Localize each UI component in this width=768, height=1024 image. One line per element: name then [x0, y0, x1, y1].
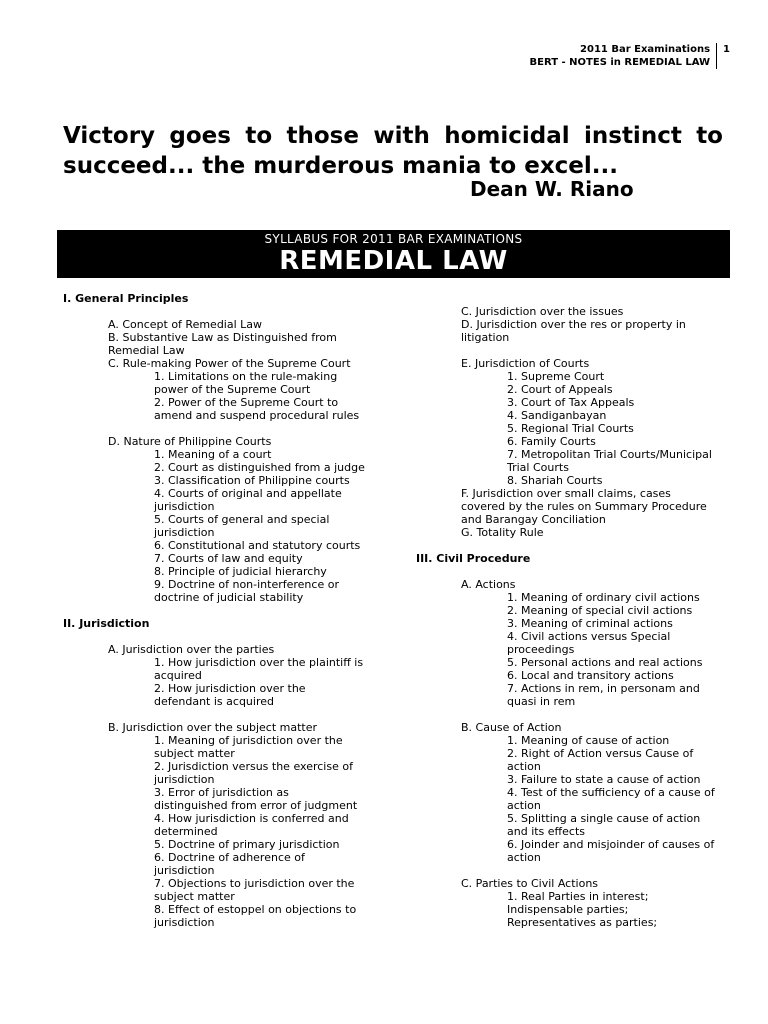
- outline-subitem: 3. Failure to state a cause of action: [507, 773, 701, 786]
- section-heading: I. General Principles: [63, 292, 189, 305]
- outline-subitem: proceedings: [507, 643, 575, 656]
- outline-subitem: action: [507, 799, 541, 812]
- outline-subitem: jurisdiction: [154, 500, 215, 513]
- outline-subitem: 1. How jurisdiction over the plaintiff is: [154, 656, 364, 669]
- outline-item: Remedial Law: [108, 344, 185, 357]
- outline-subitem: quasi in rem: [507, 695, 576, 708]
- outline-subitem: 5. Regional Trial Courts: [507, 422, 634, 435]
- outline-subitem: 7. Courts of law and equity: [154, 552, 303, 565]
- outline-subitem: 1. Limitations on the rule-making: [154, 370, 338, 383]
- outline-subitem: 8. Effect of estoppel on objections to: [154, 903, 357, 916]
- header-text: [530, 43, 718, 69]
- outline-subitem: doctrine of judicial stability: [154, 591, 304, 604]
- outline-item: covered by the rules on Summary Procedure: [461, 500, 707, 513]
- outline-subitem: 9. Doctrine of non-interference or: [154, 578, 339, 591]
- outline-subitem: 4. How jurisdiction is conferred and: [154, 812, 349, 825]
- running-header: [530, 43, 730, 69]
- outline-subitem: 7. Objections to jurisdiction over the: [154, 877, 355, 890]
- outline-subitem: and its effects: [507, 825, 585, 838]
- outline-item: A. Concept of Remedial Law: [108, 318, 263, 331]
- outline-subitem: 6. Joinder and misjoinder of causes of: [507, 838, 715, 851]
- syllabus-banner: [57, 230, 730, 278]
- outline-subitem: subject matter: [154, 890, 235, 903]
- outline-subitem: 1. Real Parties in interest;: [507, 890, 649, 903]
- outline-subitem: 5. Courts of general and special: [154, 513, 330, 526]
- outline-subitem: Trial Courts: [507, 461, 569, 474]
- outline-subitem: 6. Local and transitory actions: [507, 669, 674, 682]
- section-heading: II. Jurisdiction: [63, 617, 150, 630]
- outline-subitem: 2. Court of Appeals: [507, 383, 613, 396]
- quote-author: Dean W. Riano: [470, 177, 634, 201]
- section-heading: III. Civil Procedure: [416, 552, 531, 565]
- outline-subitem: 2. Court as distinguished from a judge: [154, 461, 365, 474]
- left-column: [63, 292, 383, 929]
- outline-subitem: jurisdiction: [154, 773, 215, 786]
- outline-item: A. Actions: [461, 578, 516, 591]
- outline-item: C. Parties to Civil Actions: [461, 877, 599, 890]
- outline-subitem: action: [507, 760, 541, 773]
- outline-subitem: Indispensable parties;: [507, 903, 629, 916]
- outline-subitem: 1. Meaning of a court: [154, 448, 272, 461]
- outline-subitem: 2. Meaning of special civil actions: [507, 604, 693, 617]
- outline-subitem: jurisdiction: [154, 864, 215, 877]
- outline-subitem: 6. Doctrine of adherence of: [154, 851, 305, 864]
- outline-item: B. Jurisdiction over the subject matter: [108, 721, 318, 734]
- outline-item: F. Jurisdiction over small claims, cases: [461, 487, 671, 500]
- banner-title: REMEDIAL LAW: [279, 246, 508, 276]
- outline-item: G. Totality Rule: [461, 526, 544, 539]
- outline-subitem: action: [507, 851, 541, 864]
- outline-item: litigation: [461, 331, 510, 344]
- outline-item: and Barangay Conciliation: [461, 513, 606, 526]
- outline-subitem: distinguished from error of judgment: [154, 799, 358, 812]
- outline-subitem: defendant is acquired: [154, 695, 274, 708]
- page-number: 1: [723, 44, 730, 55]
- right-column: [416, 305, 726, 929]
- quote-text: Victory goes to those with homicidal instinct to succeed... the murderous mania to excel...: [63, 123, 723, 179]
- outline-subitem: jurisdiction: [154, 916, 215, 929]
- outline-item: C. Rule-making Power of the Supreme Court: [108, 357, 351, 370]
- outline-subitem: 1. Meaning of jurisdiction over the: [154, 734, 343, 747]
- outline-item: B. Cause of Action: [461, 721, 562, 734]
- outline-subitem: 3. Meaning of criminal actions: [507, 617, 673, 630]
- outline-subitem: 8. Principle of judicial hierarchy: [154, 565, 327, 578]
- outline-subitem: 6. Family Courts: [507, 435, 596, 448]
- outline-subitem: 4. Test of the sufficiency of a cause of: [507, 786, 715, 799]
- outline-subitem: 1. Meaning of cause of action: [507, 734, 670, 747]
- outline-item: E. Jurisdiction of Courts: [461, 357, 590, 370]
- outline-subitem: 2. Jurisdiction versus the exercise of: [154, 760, 353, 773]
- outline-item: B. Substantive Law as Distinguished from: [108, 331, 337, 344]
- outline-subitem: 5. Personal actions and real actions: [507, 656, 703, 669]
- outline-subitem: 3. Court of Tax Appeals: [507, 396, 635, 409]
- outline-subitem: 4. Sandiganbayan: [507, 409, 607, 422]
- outline-subitem: power of the Supreme Court: [154, 383, 311, 396]
- outline-subitem: 7. Actions in rem, in personam and: [507, 682, 700, 695]
- banner-subtitle: SYLLABUS FOR 2011 BAR EXAMINATIONS: [264, 232, 523, 246]
- outline-item: C. Jurisdiction over the issues: [461, 305, 624, 318]
- outline-subitem: jurisdiction: [154, 526, 215, 539]
- outline-subitem: amend and suspend procedural rules: [154, 409, 360, 422]
- outline-subitem: 4. Civil actions versus Special: [507, 630, 671, 643]
- outline-subitem: acquired: [154, 669, 202, 682]
- outline-subitem: 5. Doctrine of primary jurisdiction: [154, 838, 340, 851]
- outline-subitem: 2. Right of Action versus Cause of: [507, 747, 694, 760]
- outline-subitem: 4. Courts of original and appellate: [154, 487, 342, 500]
- outline-subitem: 2. Power of the Supreme Court to: [154, 396, 339, 409]
- outline-subitem: 3. Classification of Philippine courts: [154, 474, 350, 487]
- outline-subitem: 7. Metropolitan Trial Courts/Municipal: [507, 448, 712, 461]
- outline-item: A. Jurisdiction over the parties: [108, 643, 275, 656]
- outline-subitem: subject matter: [154, 747, 235, 760]
- outline-subitem: 8. Shariah Courts: [507, 474, 603, 487]
- outline-subitem: 1. Supreme Court: [507, 370, 605, 383]
- outline-item: D. Jurisdiction over the res or property in: [461, 318, 686, 331]
- outline-subitem: 2. How jurisdiction over the: [154, 682, 306, 695]
- outline-item: D. Nature of Philippine Courts: [108, 435, 272, 448]
- header-notes-title: BERT - NOTES in REMEDIAL LAW: [529, 57, 711, 68]
- outline-subitem: 1. Meaning of ordinary civil actions: [507, 591, 700, 604]
- outline-subitem: 5. Splitting a single cause of action: [507, 812, 701, 825]
- outline-subitem: Representatives as parties;: [507, 916, 658, 929]
- outline-subitem: 6. Constitutional and statutory courts: [154, 539, 361, 552]
- outline-subitem: 3. Error of jurisdiction as: [154, 786, 289, 799]
- outline-subitem: determined: [154, 825, 218, 838]
- header-exam-title: 2011 Bar Examinations: [580, 44, 711, 55]
